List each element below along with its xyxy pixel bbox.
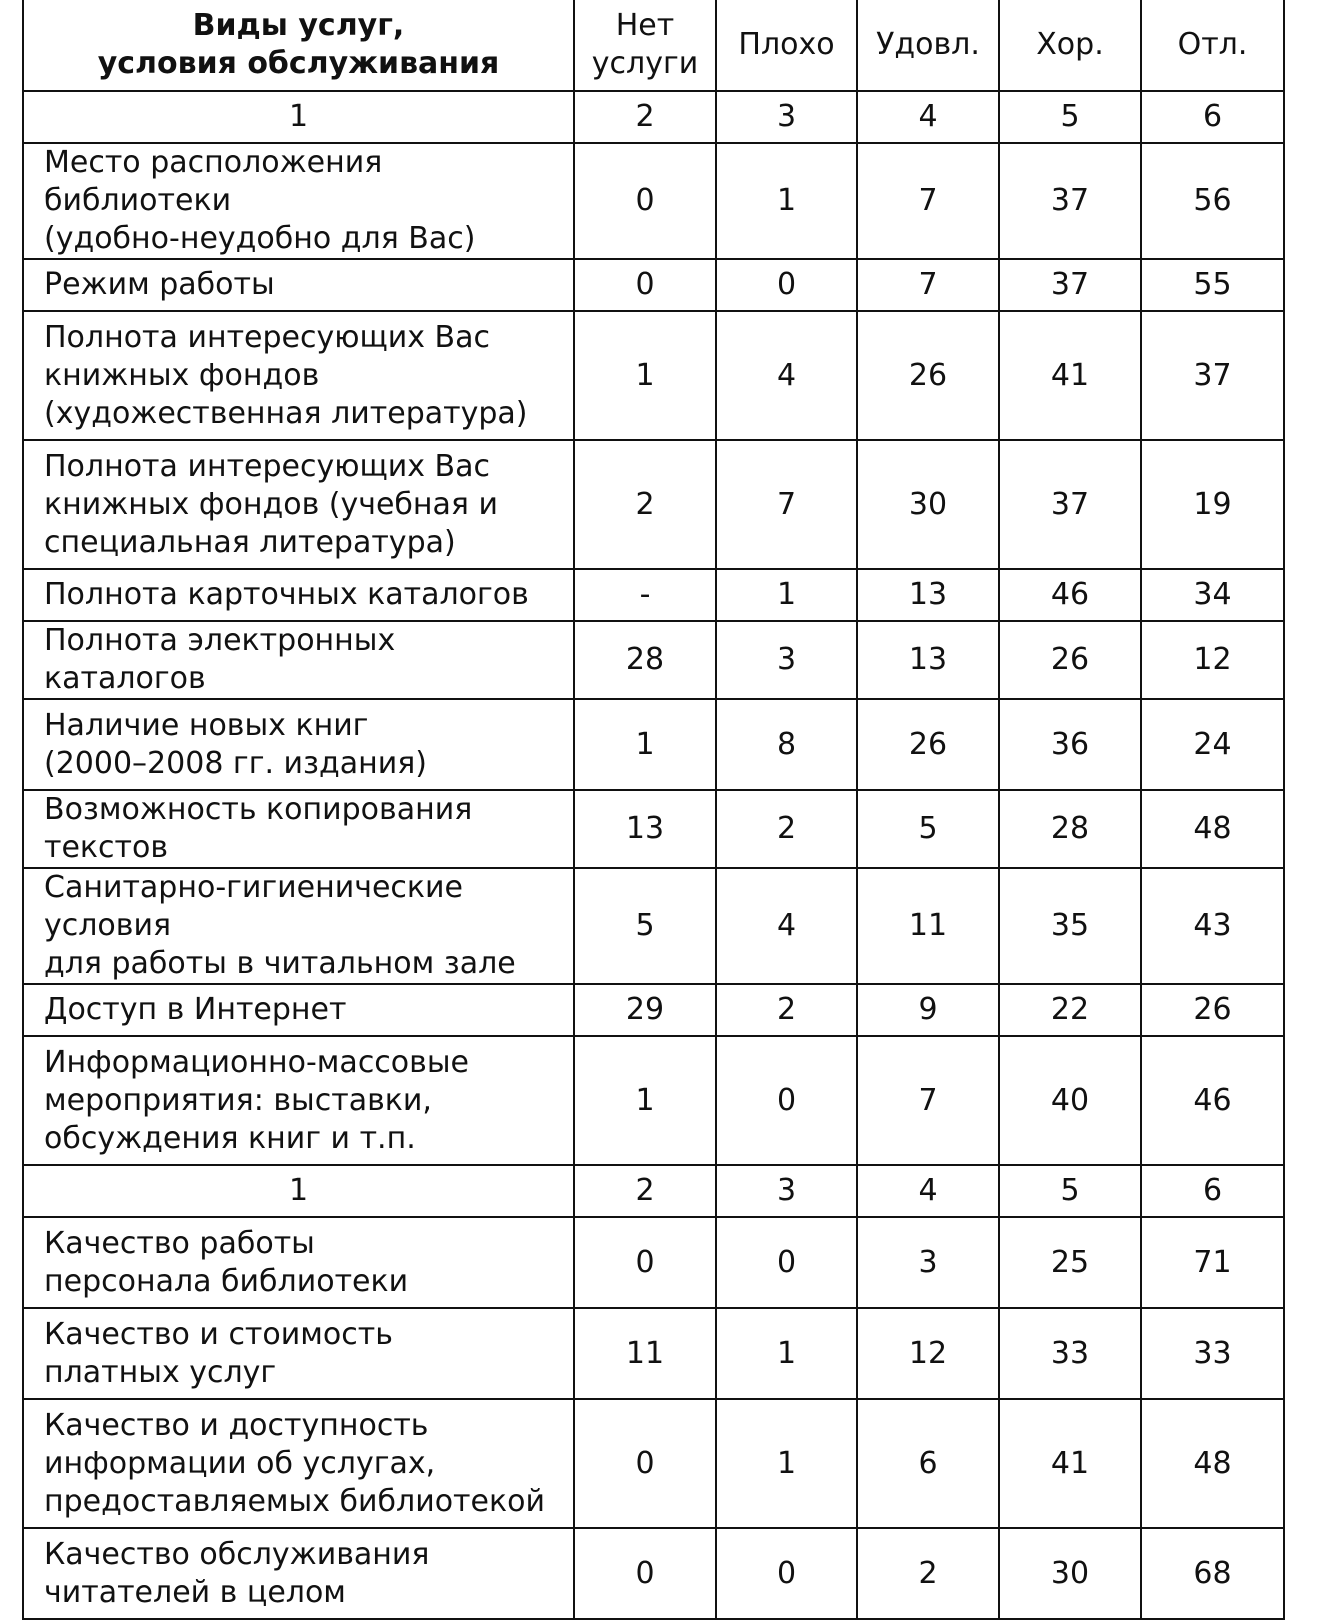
rating-value: 26 [1141, 984, 1284, 1036]
header-row [23, 0, 1284, 91]
header-satisfactory: Удовл. [857, 0, 999, 91]
rating-value: 4 [716, 868, 857, 984]
service-label: Качество и доступность информации об услугах, предоставляемых библиотекой [23, 1399, 574, 1528]
rating-value: 0 [716, 1217, 857, 1308]
table-row [23, 569, 1284, 621]
rating-value: 7 [857, 143, 999, 259]
rating-value: 0 [716, 1036, 857, 1165]
service-label: Полнота интересующих Вас книжных фондов (художественная литература) [23, 311, 574, 440]
column-number-cell: 6 [1141, 91, 1284, 143]
service-label: Качество обслуживания читателей в целом [23, 1528, 574, 1619]
rating-value: 26 [857, 311, 999, 440]
rating-value: 37 [999, 143, 1141, 259]
rating-value: 2 [574, 440, 716, 569]
service-label: Качество и стоимость платных услуг [23, 1308, 574, 1399]
rating-value: 13 [857, 569, 999, 621]
rating-value: 26 [999, 621, 1141, 699]
rating-value: 34 [1141, 569, 1284, 621]
rating-value: 0 [574, 259, 716, 311]
rating-value: 2 [857, 1528, 999, 1619]
rating-value: 7 [857, 259, 999, 311]
rating-value: 1 [716, 1308, 857, 1399]
column-number-cell: 5 [999, 1165, 1141, 1217]
column-number-cell: 3 [716, 91, 857, 143]
rating-value: 7 [716, 440, 857, 569]
rating-value: 33 [999, 1308, 1141, 1399]
rating-value: 13 [857, 621, 999, 699]
service-label: Доступ в Интернет [23, 984, 574, 1036]
rating-value: 0 [716, 1528, 857, 1619]
service-label: Полнота электронных каталогов [23, 621, 574, 699]
service-label: Наличие новых книг (2000–2008 гг. издания) [23, 699, 574, 790]
table-row [23, 868, 1284, 984]
service-label: Место расположения библиотеки (удобно-неудобно для Вас) [23, 143, 574, 259]
service-label: Полнота интересующих Вас книжных фондов (учебная и специальная литература) [23, 440, 574, 569]
table-row [23, 984, 1284, 1036]
rating-value: 1 [716, 143, 857, 259]
rating-value: 37 [999, 259, 1141, 311]
service-label: Режим работы [23, 259, 574, 311]
table-row [23, 699, 1284, 790]
header-bad: Плохо [716, 0, 857, 91]
rating-value: 40 [999, 1036, 1141, 1165]
service-label: Качество работы персонала библиотеки [23, 1217, 574, 1308]
rating-value: 41 [999, 1399, 1141, 1528]
column-number-row [23, 1165, 1284, 1217]
header-good: Хор. [999, 0, 1141, 91]
rating-value: 11 [574, 1308, 716, 1399]
rating-value: 33 [1141, 1308, 1284, 1399]
rating-value: 56 [1141, 143, 1284, 259]
rating-value: 1 [716, 1399, 857, 1528]
rating-value: 1 [574, 311, 716, 440]
column-number-cell: 6 [1141, 1165, 1284, 1217]
rating-value: 30 [857, 440, 999, 569]
rating-value: 46 [999, 569, 1141, 621]
rating-value: 25 [999, 1217, 1141, 1308]
column-number-cell: 3 [716, 1165, 857, 1217]
column-number-row [23, 91, 1284, 143]
rating-value: 28 [999, 790, 1141, 868]
header-no-service: Нет услуги [574, 0, 716, 91]
table-row [23, 440, 1284, 569]
column-number-cell: 4 [857, 1165, 999, 1217]
column-number-cell: 2 [574, 91, 716, 143]
rating-value: 0 [574, 1399, 716, 1528]
rating-value: 37 [1141, 311, 1284, 440]
table-row [23, 790, 1284, 868]
service-label: Информационно-массовые мероприятия: выставки, обсуждения книг и т.п. [23, 1036, 574, 1165]
rating-value: 0 [574, 1528, 716, 1619]
header-services-col: Виды услуг, условия обслуживания [23, 0, 574, 91]
rating-value: 43 [1141, 868, 1284, 984]
rating-value: 13 [574, 790, 716, 868]
rating-value: 48 [1141, 790, 1284, 868]
column-number-cell: 5 [999, 91, 1141, 143]
header-excellent: Отл. [1141, 0, 1284, 91]
rating-value: 36 [999, 699, 1141, 790]
rating-value: 8 [716, 699, 857, 790]
rating-value: 68 [1141, 1528, 1284, 1619]
service-label: Возможность копирования текстов [23, 790, 574, 868]
column-number-cell: 4 [857, 91, 999, 143]
rating-value: 48 [1141, 1399, 1284, 1528]
rating-value: 41 [999, 311, 1141, 440]
table-body [23, 91, 1284, 1619]
table-row [23, 1399, 1284, 1528]
rating-value: 5 [574, 868, 716, 984]
rating-value: 29 [574, 984, 716, 1036]
rating-value: 30 [999, 1528, 1141, 1619]
rating-value: 4 [716, 311, 857, 440]
rating-value: - [574, 569, 716, 621]
rating-value: 55 [1141, 259, 1284, 311]
rating-value: 12 [857, 1308, 999, 1399]
rating-value: 26 [857, 699, 999, 790]
table-row [23, 1528, 1284, 1619]
rating-value: 1 [716, 569, 857, 621]
rating-value: 71 [1141, 1217, 1284, 1308]
rating-value: 0 [574, 143, 716, 259]
column-number-cell: 1 [23, 91, 574, 143]
rating-value: 22 [999, 984, 1141, 1036]
rating-value: 2 [716, 984, 857, 1036]
rating-value: 19 [1141, 440, 1284, 569]
rating-value: 37 [999, 440, 1141, 569]
rating-value: 46 [1141, 1036, 1284, 1165]
rating-value: 6 [857, 1399, 999, 1528]
rating-value: 3 [716, 621, 857, 699]
table-row [23, 259, 1284, 311]
rating-value: 0 [716, 259, 857, 311]
rating-value: 12 [1141, 621, 1284, 699]
rating-value: 0 [574, 1217, 716, 1308]
library-survey-table [22, 0, 1285, 1620]
column-number-cell: 1 [23, 1165, 574, 1217]
table-row [23, 1308, 1284, 1399]
table-row [23, 621, 1284, 699]
rating-value: 24 [1141, 699, 1284, 790]
rating-value: 35 [999, 868, 1141, 984]
column-number-cell: 2 [574, 1165, 716, 1217]
rating-value: 3 [857, 1217, 999, 1308]
service-label: Полнота карточных каталогов [23, 569, 574, 621]
table-row [23, 311, 1284, 440]
rating-value: 2 [716, 790, 857, 868]
table-row [23, 1036, 1284, 1165]
rating-value: 11 [857, 868, 999, 984]
service-label: Санитарно-гигиенические условия для работы в читальном зале [23, 868, 574, 984]
table-row [23, 1217, 1284, 1308]
rating-value: 5 [857, 790, 999, 868]
table-row [23, 143, 1284, 259]
rating-value: 1 [574, 699, 716, 790]
rating-value: 28 [574, 621, 716, 699]
rating-value: 9 [857, 984, 999, 1036]
rating-value: 1 [574, 1036, 716, 1165]
rating-value: 7 [857, 1036, 999, 1165]
